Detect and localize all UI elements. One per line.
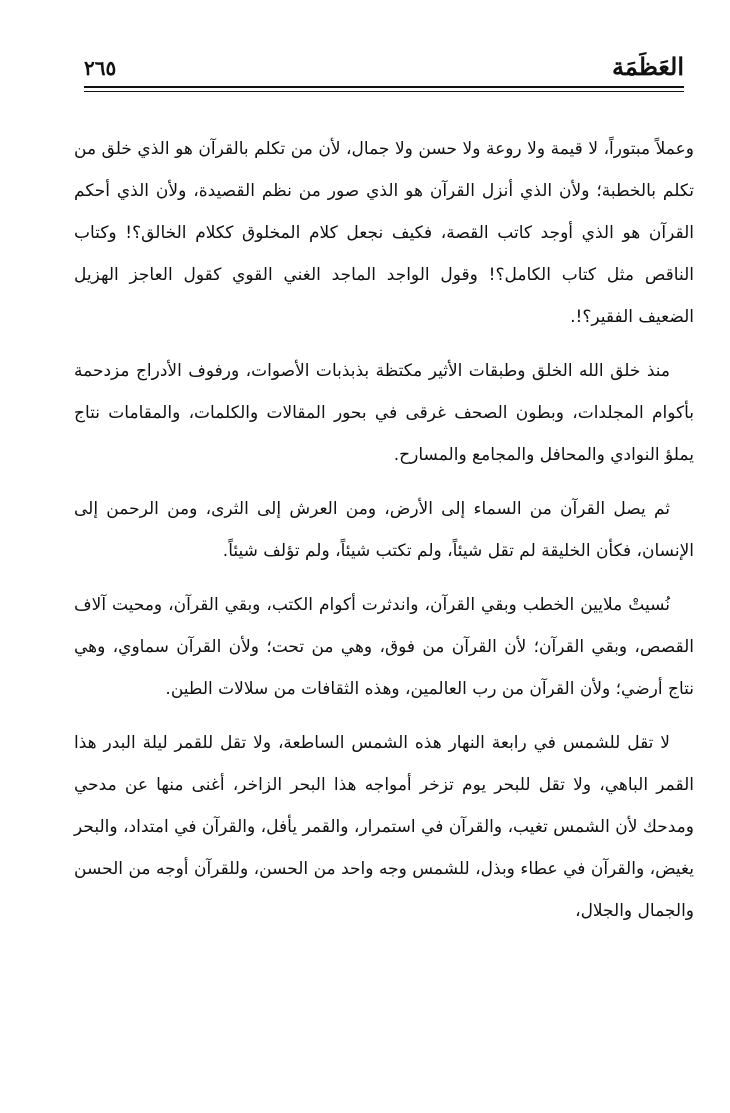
page-header [84,52,684,90]
paragraph-5: لا تقل للشمس في رابعة النهار هذه الشمس الساطعة، ولا تقل للقمر ليلة البدر هذا القمر الباهي، ولا تقل للبحر يوم تزخر أمواجه هذا البحر الزاخر، أغنى منها عن مدحي ومدحك لأن الشمس تغيب، والقرآن في استمرار، والقمر يأفل، والقرآن في امتداد، والبحر يغيض، والقرآن في عطاء وبذل، للشمس وجه واحد من الحسن، وللقرآن أوجه من الحسن والجمال والجلال، [74,733,694,921]
paragraph-4: نُسيتْ ملايين الخطب وبقي القرآن، واندثرت أكوام الكتب، وبقي القرآن، ومحيت آلاف القصص، وبقي القرآن؛ لأن القرآن من فوق، وهي من تحت؛ ولأن القرآن سماوي، وهي نتاج أرضي؛ ولأن القرآن من رب العالمين، وهذه الثقافات من سلالات الطين. [74,595,694,699]
header-rule-thin [84,91,684,92]
body-text [74,128,694,944]
page-number: ٢٦٥ [84,56,117,80]
running-title: العَظَمَة [612,52,684,81]
header-rule-thick [84,86,684,88]
paragraph-2: منذ خلق الله الخلق وطبقات الأثير مكتظة بذبذبات الأصوات، ورفوف الأدراج مزدحمة بأكوام المجلدات، وبطون الصحف غرقى في بحور المقالات والكلمات، والمقامات نتاج يملؤ النوادي والمحافل والمجامع والمسارح. [74,361,694,465]
paragraph-3: ثم يصل القرآن من السماء إلى الأرض، ومن العرش إلى الثرى، ومن الرحمن إلى الإنسان، فكأن الخليقة لم تقل شيئاً، ولم تكتب شيئاً، ولم تؤلف شيئاً. [74,499,694,561]
paragraph-1: وعملاً مبتوراً، لا قيمة ولا روعة ولا حسن ولا جمال، لأن من تكلم بالقرآن هو الذي خلق من تكلم بالخطبة؛ ولأن الذي أنزل القرآن هو الذي صور من نظم القصيدة، ولأن الذي أحكم القرآن هو الذي أوجد كاتب القصة، فكيف نجعل كلام المخلوق ككلام الخالق؟! وكتاب الناقص مثل كتاب الكامل؟! وقول الواجد الماجد الغني القوي كقول العاجز الهزيل الضعيف الفقير؟!. [74,139,694,327]
